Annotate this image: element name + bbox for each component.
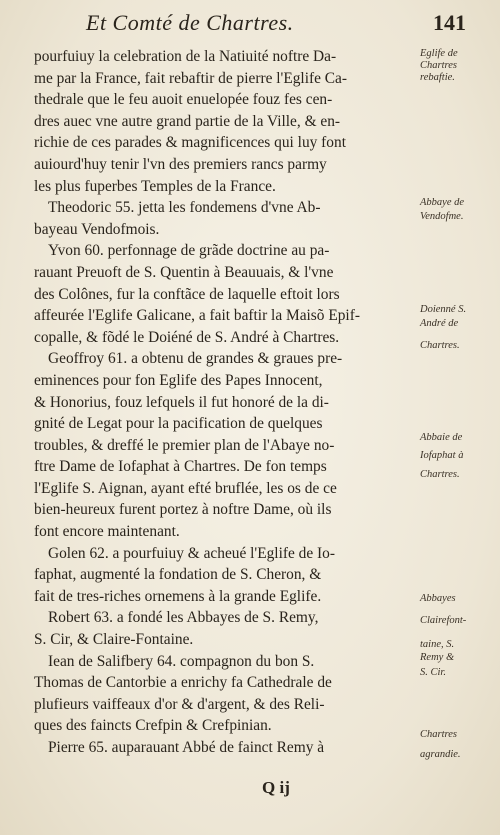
margin-note: Eglife de bbox=[420, 48, 458, 59]
text-line: des Colônes, fur la conftãce de laquelle eftoit lors bbox=[34, 285, 340, 303]
margin-note: agrandie. bbox=[420, 749, 461, 760]
margin-note: taine, S. bbox=[420, 639, 455, 650]
text-line: gnité de Legat pour la pacification de quelques bbox=[34, 415, 323, 433]
margin-note: Chartres. bbox=[420, 469, 460, 480]
margin-note: Iofaphat à bbox=[420, 450, 464, 461]
text-line: copalle, & fõdé le Doiéné de S. André à Chartres. bbox=[34, 328, 340, 346]
text-line: plufieurs vaiffeaux d'or & d'argent, & des Reli- bbox=[34, 695, 325, 713]
margin-note: Clairefont- bbox=[420, 615, 467, 626]
signature-mark: Q ij bbox=[262, 778, 290, 797]
text-line: Yvon 60. perfonnage de grãde doctrine au pa- bbox=[48, 242, 330, 260]
margin-note: Doienné S. bbox=[420, 304, 467, 315]
margin-note: Chartres bbox=[420, 60, 457, 71]
text-line: S. Cir, & Claire-Fontaine. bbox=[34, 631, 194, 649]
text-line: richie de ces parades & magnificences qui luy font bbox=[34, 134, 346, 152]
text-line: fait de tres-riches ornemens à la grande Eglife. bbox=[34, 587, 322, 605]
text-line: Iean de Salifbery 64. compagnon du bon S. bbox=[48, 652, 315, 670]
text-line: auiourd'huy tenir l'vn des premiers rancs parmy bbox=[34, 155, 327, 173]
text-line: eminences pour fon Eglife des Papes Innocent, bbox=[34, 371, 323, 389]
text-line: font encore maintenant. bbox=[34, 523, 180, 541]
margin-note: Chartres bbox=[420, 729, 457, 740]
page-number: 141 bbox=[433, 10, 466, 35]
margin-note: Remy & bbox=[420, 652, 455, 663]
page-header bbox=[86, 10, 466, 40]
text-line: ques des faincts Crefpin & Crefpinian. bbox=[34, 717, 272, 735]
text-line: bien-heureux furent portez à noftre Dame, où ils bbox=[34, 501, 332, 519]
running-title: Et Comté de Chartres. bbox=[86, 10, 294, 35]
margin-note: Abbayes bbox=[420, 593, 456, 604]
text-line: troubles, & dreffé le premier plan de l'Abaye no- bbox=[34, 436, 335, 454]
text-line: pourfuiuy la celebration de la Natiuité noftre Da- bbox=[34, 48, 337, 65]
margin-note: Abbaye de bbox=[420, 197, 465, 208]
text-line: Robert 63. a fondé les Abbayes de S. Remy, bbox=[48, 609, 319, 627]
text-line: Theodoric 55. jetta les fondemens d'vne Ab- bbox=[48, 199, 321, 217]
text-line: & Honorius, fouz lefquels il fut honoré de la di- bbox=[34, 393, 329, 411]
margin-note: Vendofme. bbox=[420, 211, 464, 222]
margin-note: rebaftie. bbox=[420, 72, 455, 83]
text-line: Pierre 65. auparauant Abbé de fainct Remy à bbox=[48, 739, 325, 756]
text-line: rauant Preuoft de S. Quentin à Beauuais, & l'vne bbox=[34, 263, 334, 281]
margin-note: André de bbox=[420, 318, 459, 329]
margin-note: S. Cir. bbox=[420, 667, 446, 678]
text-line: faphat, augmenté la fondation de S. Cheron, & bbox=[34, 566, 322, 584]
text-line: ftre Dame de Iofaphat à Chartres. De fon temps bbox=[34, 458, 327, 476]
text-line: affeurée l'Eglife Galicane, a fait baftir la Maisõ Epif- bbox=[34, 307, 360, 325]
text-line: l'Eglife S. Aignan, ayant efté bruflée, les os de ce bbox=[34, 479, 337, 497]
text-line: me par la France, fait rebaftir de pierre l'Eglife Ca- bbox=[34, 69, 347, 87]
text-line: thedrale que le feu auoit enuelopée fouz fes cen- bbox=[34, 91, 333, 109]
text-line: Thomas de Cantorbie a enrichy fa Cathedrale de bbox=[34, 674, 332, 692]
text-line: Golen 62. a pourfuiuy & acheué l'Eglife de Io- bbox=[48, 544, 335, 562]
text-line: dres auec vne autre grand partie de la Ville, & en- bbox=[34, 112, 341, 130]
text-line: Geoffroy 61. a obtenu de grandes & graues pre- bbox=[48, 350, 343, 368]
body-text bbox=[34, 46, 414, 759]
margin-note: Abbaie de bbox=[420, 432, 463, 443]
text-line: les plus fuperbes Temples de la France. bbox=[34, 177, 276, 195]
margin-note: Chartres. bbox=[420, 340, 460, 351]
text-line: bayeau Vendofmois. bbox=[34, 220, 160, 238]
